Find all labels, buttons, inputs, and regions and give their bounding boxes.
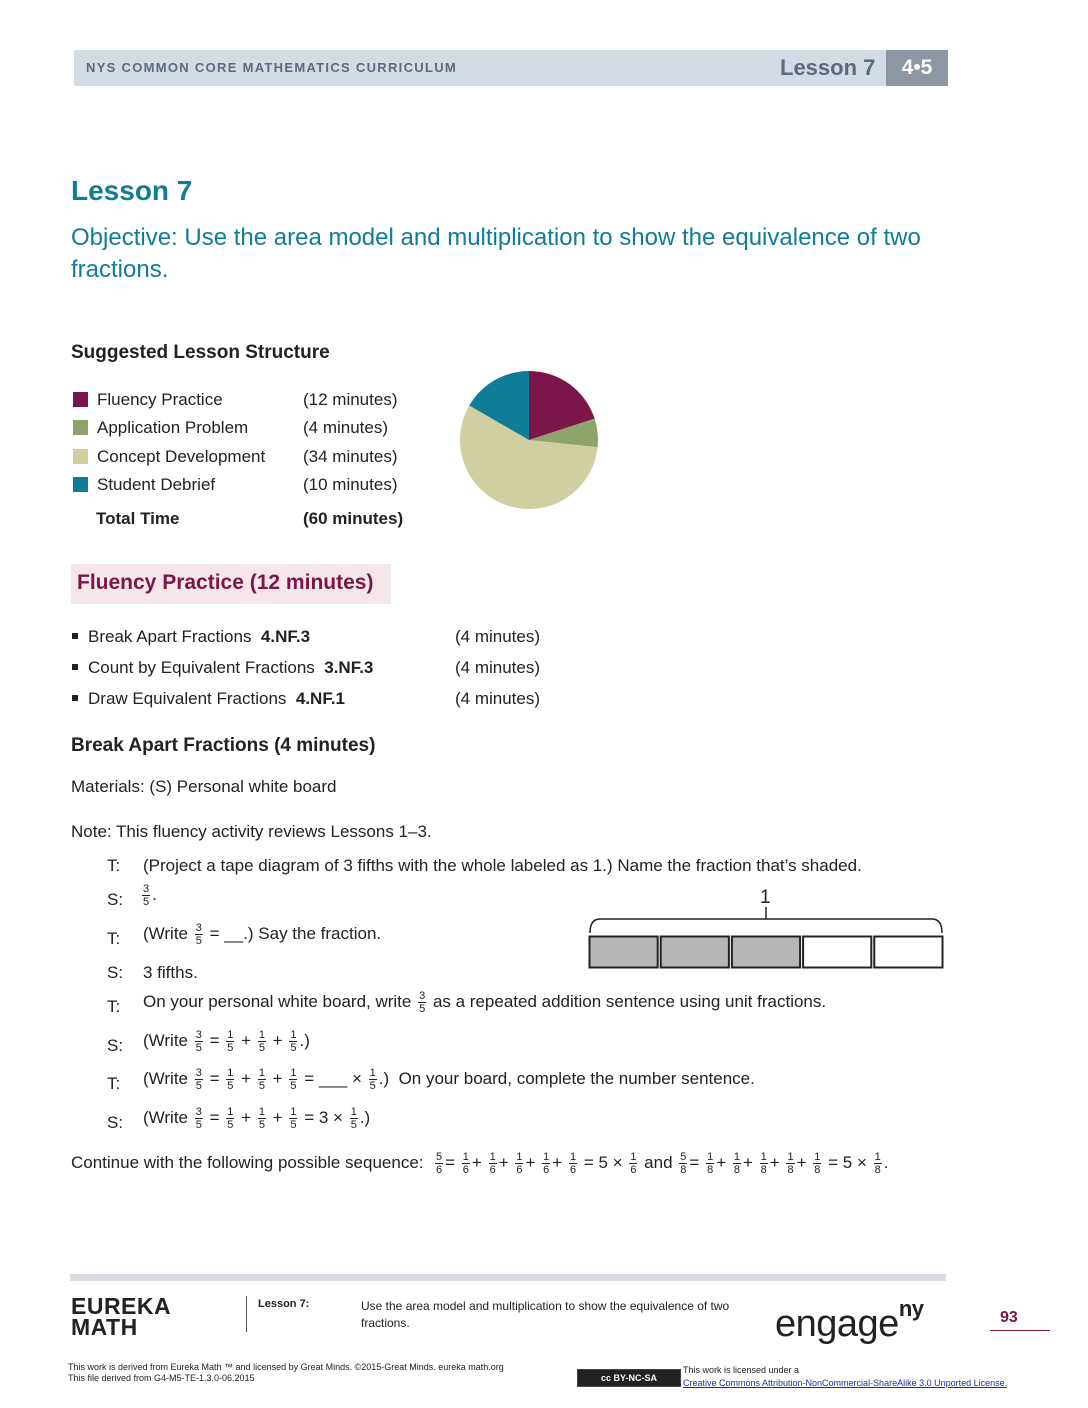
cc-license-badge: cc BY-NC-SA [577,1369,681,1387]
dialogue-line: On your personal white board, write $\frac{3}{5}$ as a repeated addition sentence using unit fractions. [143,990,827,1015]
dialogue-line: (Write $\frac{3}{5}$ = $\frac{1}{5}$ + $\frac{1}{5}$ + $\frac{1}{5}$ .) [143,1029,310,1054]
note: Note: This fluency activity reviews Lessons 1–3. [71,822,432,841]
page-number: 93 [1000,1309,1018,1326]
structure-item [73,447,265,469]
bullet-icon [72,633,78,639]
structure-label: Student Debrief [97,475,216,494]
footer-description: Use the area model and multiplication to show the equivalence of two fractions. [361,1299,730,1330]
dialogue-line: 3 fifths. [143,963,198,982]
speaker-teacher: T: [107,997,121,1016]
structure-minutes: (12 minutes) [303,390,398,409]
speaker-student: S: [107,1113,124,1132]
structure-heading: Suggested Lesson Structure [71,342,330,363]
dialogue-line: (Write $\frac{3}{5}$ = $\frac{1}{5}$ + $\frac{1}{5}$ + $\frac{1}{5}$ = 3 × $\frac{1}{5}$ .) [143,1106,371,1131]
structure-label: Fluency Practice [97,390,223,409]
bullet-text: Break Apart Fractions [88,627,252,646]
structure-minutes: (10 minutes) [303,475,398,494]
dialogue-line: (Write $\frac{3}{5}$ = $\frac{1}{5}$ + $\frac{1}{5}$ + $\frac{1}{5}$ = ___ × $\frac{1}{5}$ .) On your board, complete the number sentence. [143,1067,755,1092]
dialogue-line: (Write $\frac{3}{5}$ = __.) Say the fraction. [143,922,382,947]
speaker-teacher: T: [107,856,121,875]
structure-minutes: (4 minutes) [303,418,389,437]
fluency-bullet [72,658,373,678]
concept-swatch [73,449,88,464]
footer-divider [246,1296,247,1332]
lesson-structure-pie [455,366,605,516]
total-minutes: (60 minutes) [303,509,404,528]
bullet-minutes: (4 minutes) [455,658,541,677]
bullet-icon [72,664,78,670]
bullet-text: Count by Equivalent Fractions [88,658,315,677]
materials: Materials: (S) Personal white board [71,777,337,796]
objective: Objective: Use the area model and multiplication to show the equivalence of two fractions. [71,224,921,283]
tape-diagram [586,905,948,971]
fraction: $\frac{3}{5}$ [143,883,150,908]
grade-module-badge: 4•5 [886,50,948,86]
continue-sequence: Continue with the following possible sequence: $\frac{5}{6}$ = $\frac{1}{6}$ + $\frac{1}{6}$ + $\frac{1}{6}$ + $\frac{1}{6}$ + $\frac{1}{6}$ = 5 × $\frac{1}{6}$ and $\frac{5}{8}$ = $\frac{1}{8}$ + $\frac{1}{8}$ + $\frac{1}{8}$ + $\frac{1}{8}$ + $\frac{1}{8}$ = 5 × $\frac{1}{8}$ . [71,1151,889,1176]
bullet-minutes: (4 minutes) [455,689,541,708]
bullet-standard: 4.NF.3 [260,627,311,646]
structure-item [73,475,215,497]
tape-bracket [590,919,942,933]
tape-part-shaded [732,937,800,968]
break-apart-heading: Break Apart Fractions (4 minutes) [71,735,376,756]
structure-item [73,418,248,440]
footer-rule [70,1274,946,1281]
structure-label: Concept Development [97,447,266,466]
dialogue-line: $\frac{3}{5}$ . [143,883,157,908]
bullet-minutes: (4 minutes) [455,627,541,646]
tape-part-unshaded [803,937,871,968]
total-label: Total Time [96,509,180,528]
tape-whole-label: 1 [760,887,771,908]
structure-minutes: (34 minutes) [303,447,398,466]
structure-label: Application Problem [97,418,249,437]
page-number-rule [990,1330,1050,1331]
tape-part-unshaded [874,937,942,968]
derived-notice: This work is derived from Eureka Math ™ and licensed by Great Minds. ©2015-Great Minds. eureka math.org This file derived from G4-M5-TE-1.3.0-06.2015 [68,1362,504,1383]
speaker-student: S: [107,963,124,982]
fraction: $\frac{3}{5}$ [419,990,426,1015]
tape-part-shaded [661,937,729,968]
eureka-math-logo: EUREKA MATH [71,1293,172,1340]
engageny-logo: engage$^{ny}$ [775,1296,924,1345]
fluency-heading: Fluency Practice (12 minutes) [77,571,374,594]
license-link[interactable]: Creative Commons Attribution-NonCommercial-ShareAlike 3.0 Unported License. [683,1378,1008,1388]
fluency-bullet [72,627,310,647]
speaker-student: S: [107,890,124,909]
debrief-swatch [73,477,88,492]
fluency-bullet [72,689,345,709]
tape-part-shaded [590,937,658,968]
structure-item [73,390,223,412]
bullet-icon [72,695,78,701]
dialogue-line: (Project a tape diagram of 3 fifths with the whole labeled as 1.) Name the fraction that’s shaded. [143,856,862,875]
application-swatch [73,420,88,435]
speaker-student: S: [107,1036,124,1055]
speaker-teacher: T: [107,929,121,948]
lesson-title: Lesson 7 [71,175,193,206]
bullet-text: Draw Equivalent Fractions [88,689,287,708]
bullet-standard: 4.NF.1 [295,689,346,708]
speaker-teacher: T: [107,1074,121,1093]
footer-lesson: Lesson 7: [258,1298,310,1310]
bullet-standard: 3.NF.3 [324,658,374,677]
curriculum-title: NYS COMMON CORE MATHEMATICS CURRICULUM [86,60,458,75]
fraction: $\frac{3}{5}$ [195,922,202,947]
license-notice: This work is licensed under a Creative Commons Attribution-NonCommercial-ShareAlike 3.0 Unported License. [683,1365,1008,1388]
header-lesson: Lesson 7 [780,55,876,80]
fluency-swatch [73,392,88,407]
